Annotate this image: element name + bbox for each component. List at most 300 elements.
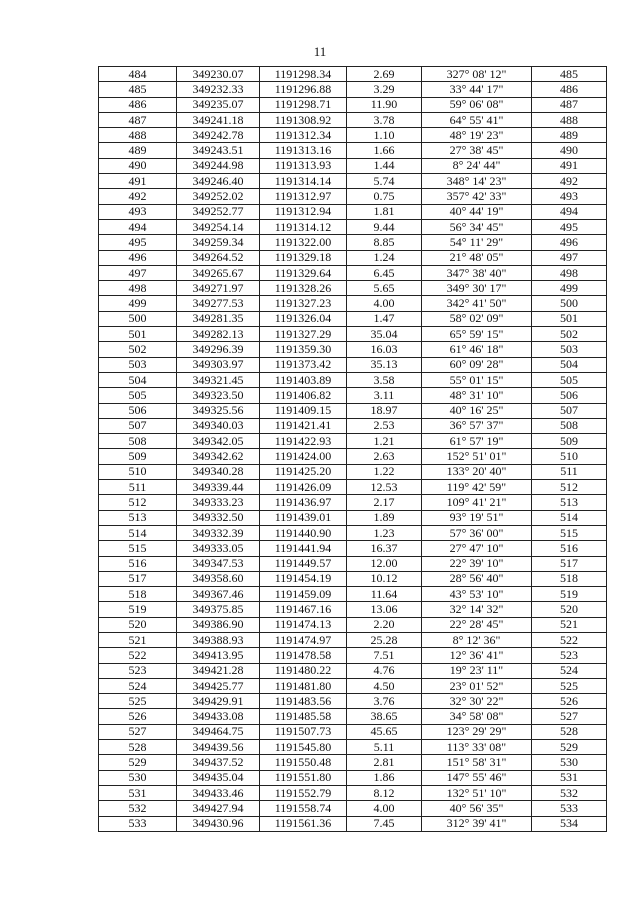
y-coordinate-cell: 1191474.13: [260, 617, 347, 632]
distance-cell: 5.65: [347, 281, 422, 296]
bearing-cell: 40° 56' 35": [422, 801, 532, 816]
distance-cell: 1.89: [347, 510, 422, 525]
y-coordinate-cell: 1191467.16: [260, 602, 347, 617]
distance-cell: 3.58: [347, 372, 422, 387]
next-point-cell: 489: [532, 128, 607, 143]
point-number-cell: 493: [99, 204, 177, 219]
point-number-cell: 525: [99, 694, 177, 709]
y-coordinate-cell: 1191326.04: [260, 311, 347, 326]
bearing-cell: 27° 47' 10": [422, 541, 532, 556]
x-coordinate-cell: 349439.56: [177, 740, 260, 755]
distance-cell: 2.53: [347, 418, 422, 433]
bearing-cell: 342° 41' 50": [422, 296, 532, 311]
next-point-cell: 502: [532, 327, 607, 342]
bearing-cell: 59° 06' 08": [422, 97, 532, 112]
next-point-cell: 492: [532, 174, 607, 189]
next-point-cell: 518: [532, 571, 607, 586]
distance-cell: 6.45: [347, 265, 422, 280]
distance-cell: 4.50: [347, 678, 422, 693]
point-number-cell: 521: [99, 632, 177, 647]
x-coordinate-cell: 349347.53: [177, 556, 260, 571]
table-row: [99, 204, 607, 219]
point-number-cell: 526: [99, 709, 177, 724]
table-row: [99, 541, 607, 556]
x-coordinate-cell: 349242.78: [177, 128, 260, 143]
distance-cell: 13.06: [347, 602, 422, 617]
x-coordinate-cell: 349429.91: [177, 694, 260, 709]
y-coordinate-cell: 1191441.94: [260, 541, 347, 556]
table-row: [99, 785, 607, 800]
distance-cell: 7.45: [347, 816, 422, 831]
table-row: [99, 556, 607, 571]
next-point-cell: 523: [532, 648, 607, 663]
y-coordinate-cell: 1191308.92: [260, 112, 347, 127]
table-row: [99, 112, 607, 127]
table-row: [99, 709, 607, 724]
point-number-cell: 492: [99, 189, 177, 204]
distance-cell: 2.17: [347, 495, 422, 510]
bearing-cell: 8° 24' 44": [422, 158, 532, 173]
bearing-cell: 8° 12' 36": [422, 632, 532, 647]
next-point-cell: 511: [532, 464, 607, 479]
x-coordinate-cell: 349264.52: [177, 250, 260, 265]
table-row: [99, 740, 607, 755]
distance-cell: 8.85: [347, 235, 422, 250]
distance-cell: 45.65: [347, 724, 422, 739]
y-coordinate-cell: 1191439.01: [260, 510, 347, 525]
x-coordinate-cell: 349282.13: [177, 327, 260, 342]
x-coordinate-cell: 349464.75: [177, 724, 260, 739]
next-point-cell: 533: [532, 801, 607, 816]
x-coordinate-cell: 349323.50: [177, 388, 260, 403]
point-number-cell: 485: [99, 82, 177, 97]
point-number-cell: 531: [99, 785, 177, 800]
distance-cell: 1.81: [347, 204, 422, 219]
table-row: [99, 143, 607, 158]
bearing-cell: 57° 36' 00": [422, 525, 532, 540]
x-coordinate-cell: 349333.23: [177, 495, 260, 510]
x-coordinate-cell: 349425.77: [177, 678, 260, 693]
y-coordinate-cell: 1191481.80: [260, 678, 347, 693]
x-coordinate-cell: 349367.46: [177, 587, 260, 602]
point-number-cell: 500: [99, 311, 177, 326]
distance-cell: 2.63: [347, 449, 422, 464]
y-coordinate-cell: 1191403.89: [260, 372, 347, 387]
y-coordinate-cell: 1191312.97: [260, 189, 347, 204]
y-coordinate-cell: 1191545.80: [260, 740, 347, 755]
x-coordinate-cell: 349421.28: [177, 663, 260, 678]
table-row: [99, 67, 607, 82]
bearing-cell: 64° 55' 41": [422, 112, 532, 127]
x-coordinate-cell: 349339.44: [177, 480, 260, 495]
next-point-cell: 504: [532, 357, 607, 372]
x-coordinate-cell: 349435.04: [177, 770, 260, 785]
bearing-cell: 36° 57' 37": [422, 418, 532, 433]
next-point-cell: 528: [532, 724, 607, 739]
table-row: [99, 571, 607, 586]
distance-cell: 1.44: [347, 158, 422, 173]
table-row: [99, 801, 607, 816]
y-coordinate-cell: 1191313.16: [260, 143, 347, 158]
table-row: [99, 464, 607, 479]
point-number-cell: 507: [99, 418, 177, 433]
distance-cell: 4.00: [347, 296, 422, 311]
table-row: [99, 311, 607, 326]
y-coordinate-cell: 1191298.71: [260, 97, 347, 112]
point-number-cell: 488: [99, 128, 177, 143]
next-point-cell: 517: [532, 556, 607, 571]
table-row: [99, 694, 607, 709]
distance-cell: 25.28: [347, 632, 422, 647]
next-point-cell: 488: [532, 112, 607, 127]
y-coordinate-cell: 1191478.58: [260, 648, 347, 663]
table-row: [99, 342, 607, 357]
next-point-cell: 509: [532, 434, 607, 449]
y-coordinate-cell: 1191483.56: [260, 694, 347, 709]
distance-cell: 38.65: [347, 709, 422, 724]
next-point-cell: 496: [532, 235, 607, 250]
x-coordinate-cell: 349427.94: [177, 801, 260, 816]
table-row: [99, 755, 607, 770]
bearing-cell: 22° 39' 10": [422, 556, 532, 571]
table-row: [99, 434, 607, 449]
point-number-cell: 510: [99, 464, 177, 479]
distance-cell: 3.76: [347, 694, 422, 709]
y-coordinate-cell: 1191327.29: [260, 327, 347, 342]
next-point-cell: 515: [532, 525, 607, 540]
point-number-cell: 513: [99, 510, 177, 525]
y-coordinate-cell: 1191314.12: [260, 219, 347, 234]
x-coordinate-cell: 349232.33: [177, 82, 260, 97]
distance-cell: 4.00: [347, 801, 422, 816]
bearing-cell: 48° 19' 23": [422, 128, 532, 143]
bearing-cell: 123° 29' 29": [422, 724, 532, 739]
x-coordinate-cell: 349332.50: [177, 510, 260, 525]
point-number-cell: 504: [99, 372, 177, 387]
x-coordinate-cell: 349277.53: [177, 296, 260, 311]
distance-cell: 8.12: [347, 785, 422, 800]
bearing-cell: 119° 42' 59": [422, 480, 532, 495]
x-coordinate-cell: 349433.08: [177, 709, 260, 724]
next-point-cell: 519: [532, 587, 607, 602]
table-row: [99, 724, 607, 739]
y-coordinate-cell: 1191552.79: [260, 785, 347, 800]
y-coordinate-cell: 1191454.19: [260, 571, 347, 586]
x-coordinate-cell: 349321.45: [177, 372, 260, 387]
next-point-cell: 512: [532, 480, 607, 495]
y-coordinate-cell: 1191322.00: [260, 235, 347, 250]
point-number-cell: 499: [99, 296, 177, 311]
y-coordinate-cell: 1191551.80: [260, 770, 347, 785]
bearing-cell: 152° 51' 01": [422, 449, 532, 464]
distance-cell: 4.76: [347, 663, 422, 678]
distance-cell: 3.78: [347, 112, 422, 127]
bearing-cell: 93° 19' 51": [422, 510, 532, 525]
next-point-cell: 500: [532, 296, 607, 311]
bearing-cell: 40° 16' 25": [422, 403, 532, 418]
y-coordinate-cell: 1191312.34: [260, 128, 347, 143]
bearing-cell: 27° 38' 45": [422, 143, 532, 158]
next-point-cell: 527: [532, 709, 607, 724]
x-coordinate-cell: 349433.46: [177, 785, 260, 800]
table-row: [99, 678, 607, 693]
y-coordinate-cell: 1191425.20: [260, 464, 347, 479]
distance-cell: 1.21: [347, 434, 422, 449]
table-row: [99, 403, 607, 418]
y-coordinate-cell: 1191296.88: [260, 82, 347, 97]
x-coordinate-cell: 349358.60: [177, 571, 260, 586]
y-coordinate-cell: 1191561.36: [260, 816, 347, 831]
bearing-cell: 34° 58' 08": [422, 709, 532, 724]
x-coordinate-cell: 349246.40: [177, 174, 260, 189]
distance-cell: 11.90: [347, 97, 422, 112]
table-row: [99, 296, 607, 311]
next-point-cell: 525: [532, 678, 607, 693]
bearing-cell: 55° 01' 15": [422, 372, 532, 387]
x-coordinate-cell: 349243.51: [177, 143, 260, 158]
point-number-cell: 496: [99, 250, 177, 265]
table-row: [99, 510, 607, 525]
table-row: [99, 495, 607, 510]
point-number-cell: 491: [99, 174, 177, 189]
point-number-cell: 497: [99, 265, 177, 280]
y-coordinate-cell: 1191313.93: [260, 158, 347, 173]
table-row: [99, 418, 607, 433]
point-number-cell: 512: [99, 495, 177, 510]
table-row: [99, 82, 607, 97]
distance-cell: 1.24: [347, 250, 422, 265]
distance-cell: 16.03: [347, 342, 422, 357]
y-coordinate-cell: 1191373.42: [260, 357, 347, 372]
table-row: [99, 648, 607, 663]
point-number-cell: 511: [99, 480, 177, 495]
distance-cell: 2.81: [347, 755, 422, 770]
point-number-cell: 518: [99, 587, 177, 602]
table-row: [99, 327, 607, 342]
bearing-cell: 32° 14' 32": [422, 602, 532, 617]
x-coordinate-cell: 349340.03: [177, 418, 260, 433]
distance-cell: 1.22: [347, 464, 422, 479]
table-row: [99, 480, 607, 495]
distance-cell: 10.12: [347, 571, 422, 586]
point-number-cell: 523: [99, 663, 177, 678]
next-point-cell: 513: [532, 495, 607, 510]
x-coordinate-cell: 349342.62: [177, 449, 260, 464]
next-point-cell: 506: [532, 388, 607, 403]
distance-cell: 11.64: [347, 587, 422, 602]
next-point-cell: 520: [532, 602, 607, 617]
y-coordinate-cell: 1191459.09: [260, 587, 347, 602]
y-coordinate-cell: 1191550.48: [260, 755, 347, 770]
x-coordinate-cell: 349271.97: [177, 281, 260, 296]
bearing-cell: 132° 51' 10": [422, 785, 532, 800]
x-coordinate-cell: 349241.18: [177, 112, 260, 127]
bearing-cell: 113° 33' 08": [422, 740, 532, 755]
next-point-cell: 532: [532, 785, 607, 800]
distance-cell: 3.29: [347, 82, 422, 97]
point-number-cell: 529: [99, 755, 177, 770]
bearing-cell: 12° 36' 41": [422, 648, 532, 663]
point-number-cell: 502: [99, 342, 177, 357]
point-number-cell: 515: [99, 541, 177, 556]
next-point-cell: 503: [532, 342, 607, 357]
point-number-cell: 494: [99, 219, 177, 234]
next-point-cell: 530: [532, 755, 607, 770]
y-coordinate-cell: 1191312.94: [260, 204, 347, 219]
next-point-cell: 498: [532, 265, 607, 280]
y-coordinate-cell: 1191507.73: [260, 724, 347, 739]
next-point-cell: 485: [532, 67, 607, 82]
point-number-cell: 517: [99, 571, 177, 586]
table-row: [99, 449, 607, 464]
table-row: [99, 265, 607, 280]
next-point-cell: 524: [532, 663, 607, 678]
point-number-cell: 516: [99, 556, 177, 571]
table-row: [99, 587, 607, 602]
bearing-cell: 61° 57' 19": [422, 434, 532, 449]
y-coordinate-cell: 1191474.97: [260, 632, 347, 647]
table-row: [99, 219, 607, 234]
x-coordinate-cell: 349244.98: [177, 158, 260, 173]
y-coordinate-cell: 1191298.34: [260, 67, 347, 82]
y-coordinate-cell: 1191480.22: [260, 663, 347, 678]
table-row: [99, 250, 607, 265]
bearing-cell: 348° 14' 23": [422, 174, 532, 189]
next-point-cell: 526: [532, 694, 607, 709]
point-number-cell: 505: [99, 388, 177, 403]
bearing-cell: 58° 02' 09": [422, 311, 532, 326]
table-row: [99, 602, 607, 617]
distance-cell: 9.44: [347, 219, 422, 234]
point-number-cell: 506: [99, 403, 177, 418]
y-coordinate-cell: 1191424.00: [260, 449, 347, 464]
point-number-cell: 495: [99, 235, 177, 250]
next-point-cell: 522: [532, 632, 607, 647]
bearing-cell: 61° 46' 18": [422, 342, 532, 357]
point-number-cell: 527: [99, 724, 177, 739]
x-coordinate-cell: 349281.35: [177, 311, 260, 326]
point-number-cell: 503: [99, 357, 177, 372]
point-number-cell: 519: [99, 602, 177, 617]
x-coordinate-cell: 349430.96: [177, 816, 260, 831]
distance-cell: 5.74: [347, 174, 422, 189]
next-point-cell: 497: [532, 250, 607, 265]
y-coordinate-cell: 1191449.57: [260, 556, 347, 571]
point-number-cell: 509: [99, 449, 177, 464]
y-coordinate-cell: 1191329.18: [260, 250, 347, 265]
bearing-cell: 349° 30' 17": [422, 281, 532, 296]
point-number-cell: 487: [99, 112, 177, 127]
point-number-cell: 489: [99, 143, 177, 158]
y-coordinate-cell: 1191327.23: [260, 296, 347, 311]
point-number-cell: 498: [99, 281, 177, 296]
next-point-cell: 495: [532, 219, 607, 234]
point-number-cell: 486: [99, 97, 177, 112]
bearing-cell: 56° 34' 45": [422, 219, 532, 234]
y-coordinate-cell: 1191359.30: [260, 342, 347, 357]
table-row: [99, 372, 607, 387]
table-row: [99, 632, 607, 647]
table-row: [99, 617, 607, 632]
bearing-cell: 21° 48' 05": [422, 250, 532, 265]
next-point-cell: 494: [532, 204, 607, 219]
bearing-cell: 23° 01' 52": [422, 678, 532, 693]
table-row: [99, 97, 607, 112]
y-coordinate-cell: 1191440.90: [260, 525, 347, 540]
y-coordinate-cell: 1191328.26: [260, 281, 347, 296]
y-coordinate-cell: 1191409.15: [260, 403, 347, 418]
bearing-cell: 65° 59' 15": [422, 327, 532, 342]
table-row: [99, 235, 607, 250]
next-point-cell: 516: [532, 541, 607, 556]
distance-cell: 35.04: [347, 327, 422, 342]
distance-cell: 35.13: [347, 357, 422, 372]
point-number-cell: 520: [99, 617, 177, 632]
table-row: [99, 663, 607, 678]
bearing-cell: 54° 11' 29": [422, 235, 532, 250]
point-number-cell: 508: [99, 434, 177, 449]
bearing-cell: 133° 20' 40": [422, 464, 532, 479]
table-row: [99, 770, 607, 785]
bearing-cell: 43° 53' 10": [422, 587, 532, 602]
x-coordinate-cell: 349386.90: [177, 617, 260, 632]
bearing-cell: 151° 58' 31": [422, 755, 532, 770]
table-row: [99, 158, 607, 173]
bearing-cell: 312° 39' 41": [422, 816, 532, 831]
bearing-cell: 357° 42' 33": [422, 189, 532, 204]
distance-cell: 1.66: [347, 143, 422, 158]
table-row: [99, 281, 607, 296]
distance-cell: 1.23: [347, 525, 422, 540]
distance-cell: 7.51: [347, 648, 422, 663]
x-coordinate-cell: 349388.93: [177, 632, 260, 647]
y-coordinate-cell: 1191422.93: [260, 434, 347, 449]
x-coordinate-cell: 349296.39: [177, 342, 260, 357]
x-coordinate-cell: 349340.28: [177, 464, 260, 479]
y-coordinate-cell: 1191406.82: [260, 388, 347, 403]
bearing-cell: 347° 38' 40": [422, 265, 532, 280]
bearing-cell: 28° 56' 40": [422, 571, 532, 586]
x-coordinate-cell: 349254.14: [177, 219, 260, 234]
bearing-cell: 32° 30' 22": [422, 694, 532, 709]
next-point-cell: 493: [532, 189, 607, 204]
distance-cell: 1.86: [347, 770, 422, 785]
y-coordinate-cell: 1191485.58: [260, 709, 347, 724]
x-coordinate-cell: 349230.07: [177, 67, 260, 82]
page-number: 11: [313, 44, 327, 59]
bearing-cell: 19° 23' 11": [422, 663, 532, 678]
distance-cell: 2.20: [347, 617, 422, 632]
next-point-cell: 529: [532, 740, 607, 755]
distance-cell: 0.75: [347, 189, 422, 204]
next-point-cell: 486: [532, 82, 607, 97]
table-row: [99, 357, 607, 372]
next-point-cell: 508: [532, 418, 607, 433]
next-point-cell: 521: [532, 617, 607, 632]
x-coordinate-cell: 349252.02: [177, 189, 260, 204]
y-coordinate-cell: 1191329.64: [260, 265, 347, 280]
next-point-cell: 490: [532, 143, 607, 158]
next-point-cell: 487: [532, 97, 607, 112]
point-number-cell: 501: [99, 327, 177, 342]
next-point-cell: 491: [532, 158, 607, 173]
next-point-cell: 505: [532, 372, 607, 387]
next-point-cell: 507: [532, 403, 607, 418]
bearing-cell: 147° 55' 46": [422, 770, 532, 785]
table-row: [99, 174, 607, 189]
x-coordinate-cell: 349375.85: [177, 602, 260, 617]
distance-cell: 12.53: [347, 480, 422, 495]
